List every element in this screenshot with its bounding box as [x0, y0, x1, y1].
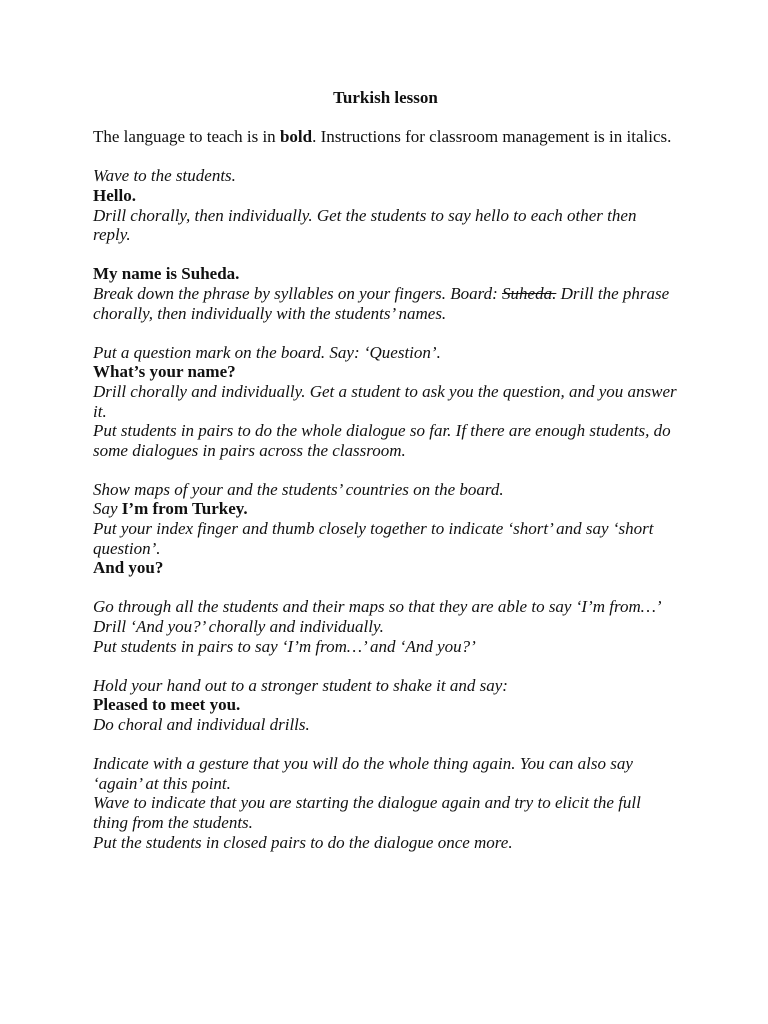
instruction-drill-and-you: Drill ‘And you?’ chorally and individually.: [93, 617, 384, 637]
phrase-pleased-to-meet-you: Pleased to meet you.: [93, 695, 241, 715]
spacer: [93, 735, 678, 755]
instruction-closed-pairs: Put the students in closed pairs to do the dialogue once more.: [93, 832, 513, 852]
instruction-question-mark: Put a question mark on the board. Say: ‘Question’.: [93, 342, 441, 362]
say-im-from-turkey: [93, 499, 678, 519]
phrase-hello: Hello.: [93, 185, 136, 205]
instruction-shake-hand: Hold your hand out to a stronger student to shake it and say:: [93, 675, 508, 695]
instruction-syllables-text-2: Drill the phrase chorally, then individually with the students’ names.: [93, 283, 670, 323]
intro-paragraph: [93, 127, 678, 147]
instruction-drill-question: Drill chorally and individually. Get a student to ask you the question, and you answer it.: [93, 381, 677, 421]
phrase-whats-your-name: What’s your name?: [93, 362, 236, 382]
instruction-wave: Wave to the students.: [93, 166, 236, 186]
spacer: [93, 147, 678, 167]
board-struck-word: Suheda.: [502, 283, 557, 303]
instruction-short-question: Put your index finger and thumb closely together to indicate ‘short’ and say ‘short question’.: [93, 519, 654, 558]
instruction-wave-again: Wave to indicate that you are starting the dialogue again and try to elicit the full thing from the students.: [93, 793, 641, 832]
instruction-pairs-from: Put students in pairs to say ‘I’m from…’ and ‘And you?’: [93, 636, 476, 656]
document-page: [93, 88, 678, 852]
instruction-syllables: [93, 284, 678, 323]
instruction-go-through: Go through all the students and their maps so that they are able to say ‘I’m from…’: [93, 597, 662, 617]
instruction-show-maps: Show maps of your and the students’ countries on the board.: [93, 479, 504, 499]
intro-bold-word: bold: [279, 127, 313, 147]
spacer: [93, 656, 678, 676]
instruction-again-gesture: Indicate with a gesture that you will do the whole thing again. You can also say ‘again’ at this point.: [93, 754, 633, 793]
spacer: [93, 578, 678, 598]
instruction-drill-hello: Drill chorally, then individually. Get the students to say hello to each other then reply.: [93, 205, 637, 245]
instruction-syllables-text-1: Break down the phrase by syllables on your fingers. Board:: [93, 283, 503, 303]
instruction-choral-drills: Do choral and individual drills.: [93, 715, 310, 734]
spacer: [93, 460, 678, 480]
phrase-my-name: My name is Suheda.: [93, 264, 240, 284]
spacer: [93, 245, 678, 265]
instruction-pairs-dialogue: Put students in pairs to do the whole dialogue so far. If there are enough students, do some dialogues in pairs across the classroom.: [93, 421, 671, 460]
phrase-im-from-turkey: I’m from Turkey.: [121, 499, 248, 519]
phrase-and-you: And you?: [93, 558, 164, 578]
page-title: Turkish lesson: [333, 88, 438, 107]
intro-text-2: . Instructions for classroom management is in italics.: [312, 127, 672, 147]
spacer: [93, 323, 678, 343]
intro-text-1: The language to teach is in: [93, 127, 280, 147]
say-label: Say: [93, 499, 122, 519]
